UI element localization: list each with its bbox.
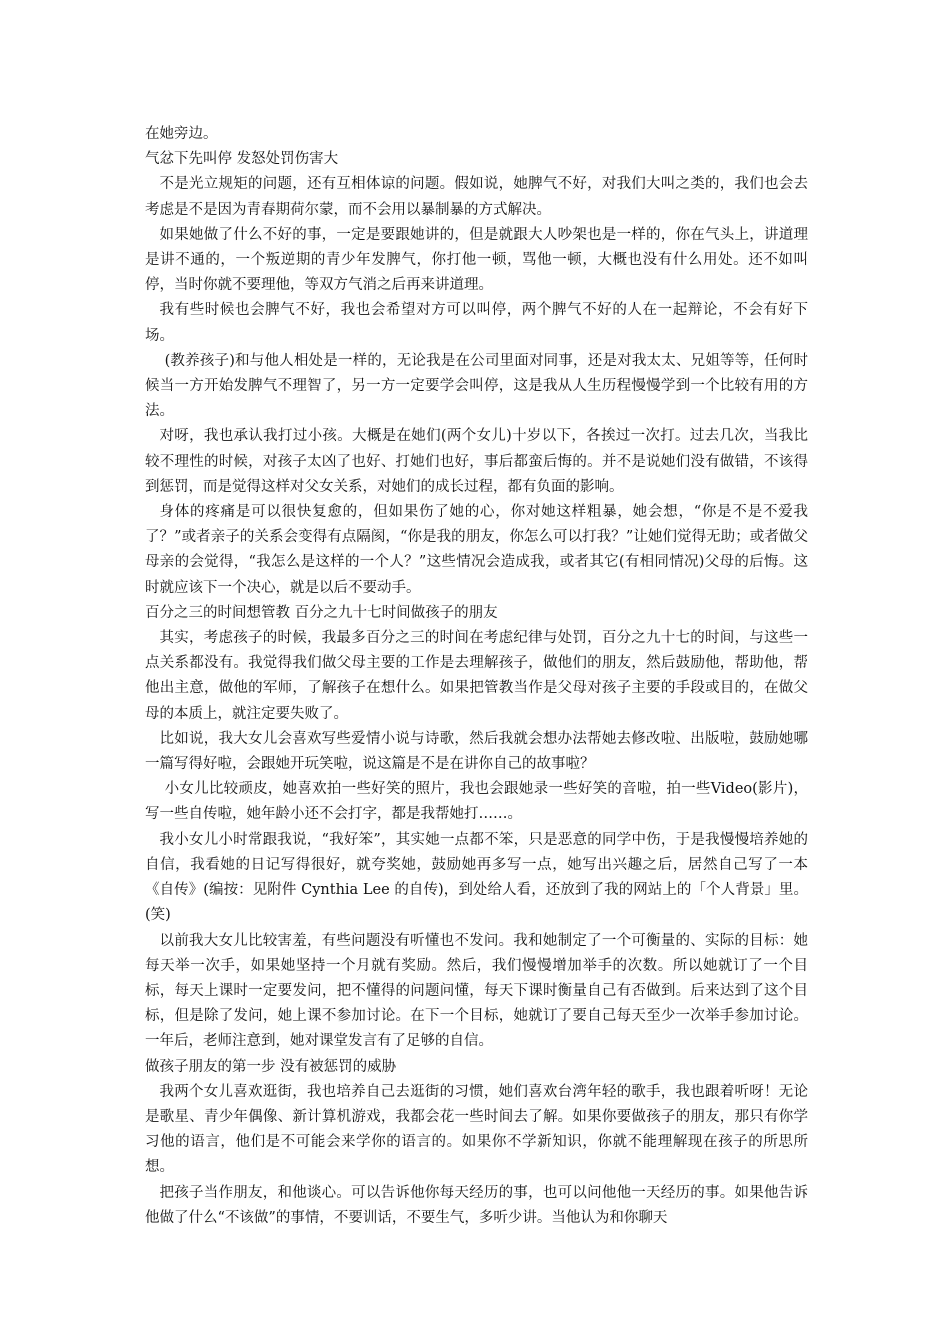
paragraph: 比如说，我大女儿会喜欢写些爱情小说与诗歌，然后我就会想办法帮她去修改啦、出版啦，鼓励她哪一篇写得好啦，会跟她开玩笑啦，说这篇是不是在讲你自己的故事啦？ [145, 730, 808, 773]
section-heading-1: 气忿下先叫停 发怒处罚伤害大 [145, 151, 339, 168]
section-heading-2: 百分之三的时间想管教 百分之九十七时间做孩子的朋友 [145, 604, 498, 621]
paragraph: 身体的疼痛是可以很快复愈的，但如果伤了她的心，你对她这样粗暴，她会想，“你是不是不爱我了？”或者亲子的关系会变得有点隔阂，“你是我的朋友，你怎么可以打我？”让她们觉得无助；或者做父母亲的会觉得，“我怎么是这样的一个人？”这些情况会造成我，或者其它(有相同情况)父母的后悔。这时就应该下一个决心，就是以后不要动手。 [145, 504, 808, 596]
document-page [145, 122, 808, 1231]
paragraph: 不是光立规矩的问题，还有互相体谅的问题。假如说，她脾气不好，对我们大叫之类的，我们也会去考虑是不是因为青春期荷尔蒙，而不会用以暴制暴的方式解决。 [145, 176, 808, 218]
paragraph: 对呀，我也承认我打过小孩。大概是在她们(两个女儿)十岁以下，各挨过一次打。过去几次，当我比较不理性的时候，对孩子太凶了也好、打她们也好，事后都蛮后悔的。并不是说她们没有做错，不该得到惩罚，而是觉得这样对父女关系，对她们的成长过程，都有负面的影响。 [145, 428, 808, 495]
paragraph: 我两个女儿喜欢逛街，我也培养自己去逛街的习惯，她们喜欢台湾年轻的歌手，我也跟着听呀！无论是歌星、青少年偶像、新计算机游戏，我都会花一些时间去了解。如果你要做孩子的朋友，那只有你学习他的语言，他们是不可能会来学你的语言的。如果你不学新知识，你就不能理解现在孩子的所思所想。 [145, 1083, 808, 1176]
paragraph: 小女儿比较顽皮，她喜欢拍一些好笑的照片，我也会跟她录一些好笑的音啦，拍一些Video(影片)，写一些自传啦，她年龄小还不会打字，都是我帮她打……。 [145, 781, 808, 823]
paragraph: 以前我大女儿比较害羞，有些问题没有听懂也不发问。我和她制定了一个可衡量的、实际的目标：她每天举一次手，如果她坚持一个月就有奖励。然后，我们慢慢增加举手的次数。所以她就订了一个目标，每天上课时一定要发问，把不懂得的问题问懂，每天下课时衡量自己有否做到。后来达到了这个目标，但是除了发问，她上课不参加讨论。在下一个目标，她就订了要自己每天至少一次举手参加讨论。一年后，老师注意到，她对课堂发言有了足够的自信。 [145, 932, 808, 1050]
continuation-line: 在她旁边。 [145, 126, 218, 142]
paragraph: 其实，考虑孩子的时候，我最多百分之三的时间在考虑纪律与处罚，百分之九十七的时间，与这些一点关系都没有。我觉得我们做父母主要的工作是去理解孩子，做他们的朋友，然后鼓励他，帮助他，帮他出主意，做他的军师，了解孩子在想什么。如果把管教当作是父母对孩子主要的手段或目的，在做父母的本质上，就注定要失败了。 [145, 630, 808, 722]
paragraph: 如果她做了什么不好的事，一定是要跟她讲的，但是就跟大人吵架也是一样的，你在气头上，讲道理是讲不通的，一个叛逆期的青少年发脾气，你打他一顿，骂他一顿，大概也没有什么用处。还不如叫停，当时你就不要理他，等双方气消之后再来讲道理。 [145, 226, 808, 294]
section-heading-3: 做孩子朋友的第一步 没有被惩罚的威胁 [145, 1058, 397, 1075]
paragraph: (教养孩子)和与他人相处是一样的，无论我是在公司里面对同事，还是对我太太、兄姐等等，任何时候当一方开始发脾气不理智了，另一方一定要学会叫停，这是我从人生历程慢慢学到一个比较有用的方法。 [145, 352, 808, 420]
paragraph: 我有些时候也会脾气不好，我也会希望对方可以叫停，两个脾气不好的人在一起辩论，不会有好下场。 [145, 302, 808, 344]
paragraph: 把孩子当作朋友，和他谈心。可以告诉他你每天经历的事，也可以问他他一天经历的事。如果他告诉他做了什么“不该做”的事情，不要训话，不要生气，多听少讲。当他认为和你聊天 [145, 1184, 808, 1226]
paragraph: 我小女儿小时常跟我说，“我好笨”，其实她一点都不笨，只是恶意的同学中伤，于是我慢慢培养她的自信，我看她的日记写得很好，就夸奖她，鼓励她再多写一点，她写出兴趣之后，居然自己写了一本《自传》(编按：见附件 Cynthia Lee 的自传)，到处给人看，还放到了我的网站上的「个人背景」里。(笑) [145, 831, 808, 924]
